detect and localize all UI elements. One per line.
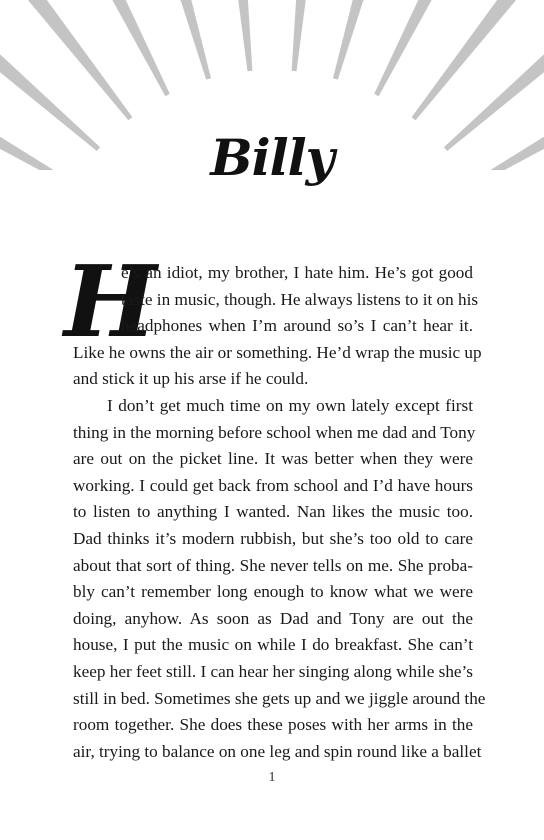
text-line: Like he owns the air or something. He’d wrap the music up [73,342,482,362]
text-line: keep her feet still. I can hear her singing along while she’s [73,661,473,681]
sunburst-ray [210,0,252,71]
text-line: air, trying to balance on one leg and spin round like a ballet [73,741,482,761]
sunburst-ray [0,0,132,120]
text-line: and stick it up his arse if he could. [73,369,309,389]
text-line: taste in music, though. He always listens to it on his [121,289,479,309]
text-line: doing, anyhow. As soon as Dad and Tony are out the [73,608,473,628]
text-line: headphones when I’m around so’s I can’t hear it. [121,316,473,336]
sunburst-ray [292,0,334,71]
text-line: about that sort of thing. She never tells on me. She proba- [73,555,473,575]
text-line: working. I could get back from school and I’d have hours [73,475,473,495]
body-text [73,260,486,765]
text-line: house, I put the music on while I do breakfast. She can’t [73,635,473,655]
sunburst-ray [412,0,544,120]
text-line: e’s an idiot, my brother, I hate him. He’s got good [121,263,473,282]
text-line: are out on the picket line. It was better when they were [73,449,473,469]
text-line: thing in the morning before school when me dad and Tony [73,422,476,442]
text-line: room together. She does these poses with her arms in the [73,715,473,735]
text-line: bly can’t remember long enough to know what we were [73,582,473,602]
text-line: to listen to anything I wanted. Nan likes the music too. [73,502,473,522]
drop-cap: H [64,245,157,360]
page-number: 1 [268,770,276,785]
text-line: Dad thinks it’s modern rubbish, but she’s too old to care [73,528,473,548]
text-line: I don’t get much time on my own lately except first [107,395,473,415]
chapter-title: Billy [210,128,334,187]
text-line: still in bed. Sometimes she gets up and we jiggle around the [73,688,486,708]
